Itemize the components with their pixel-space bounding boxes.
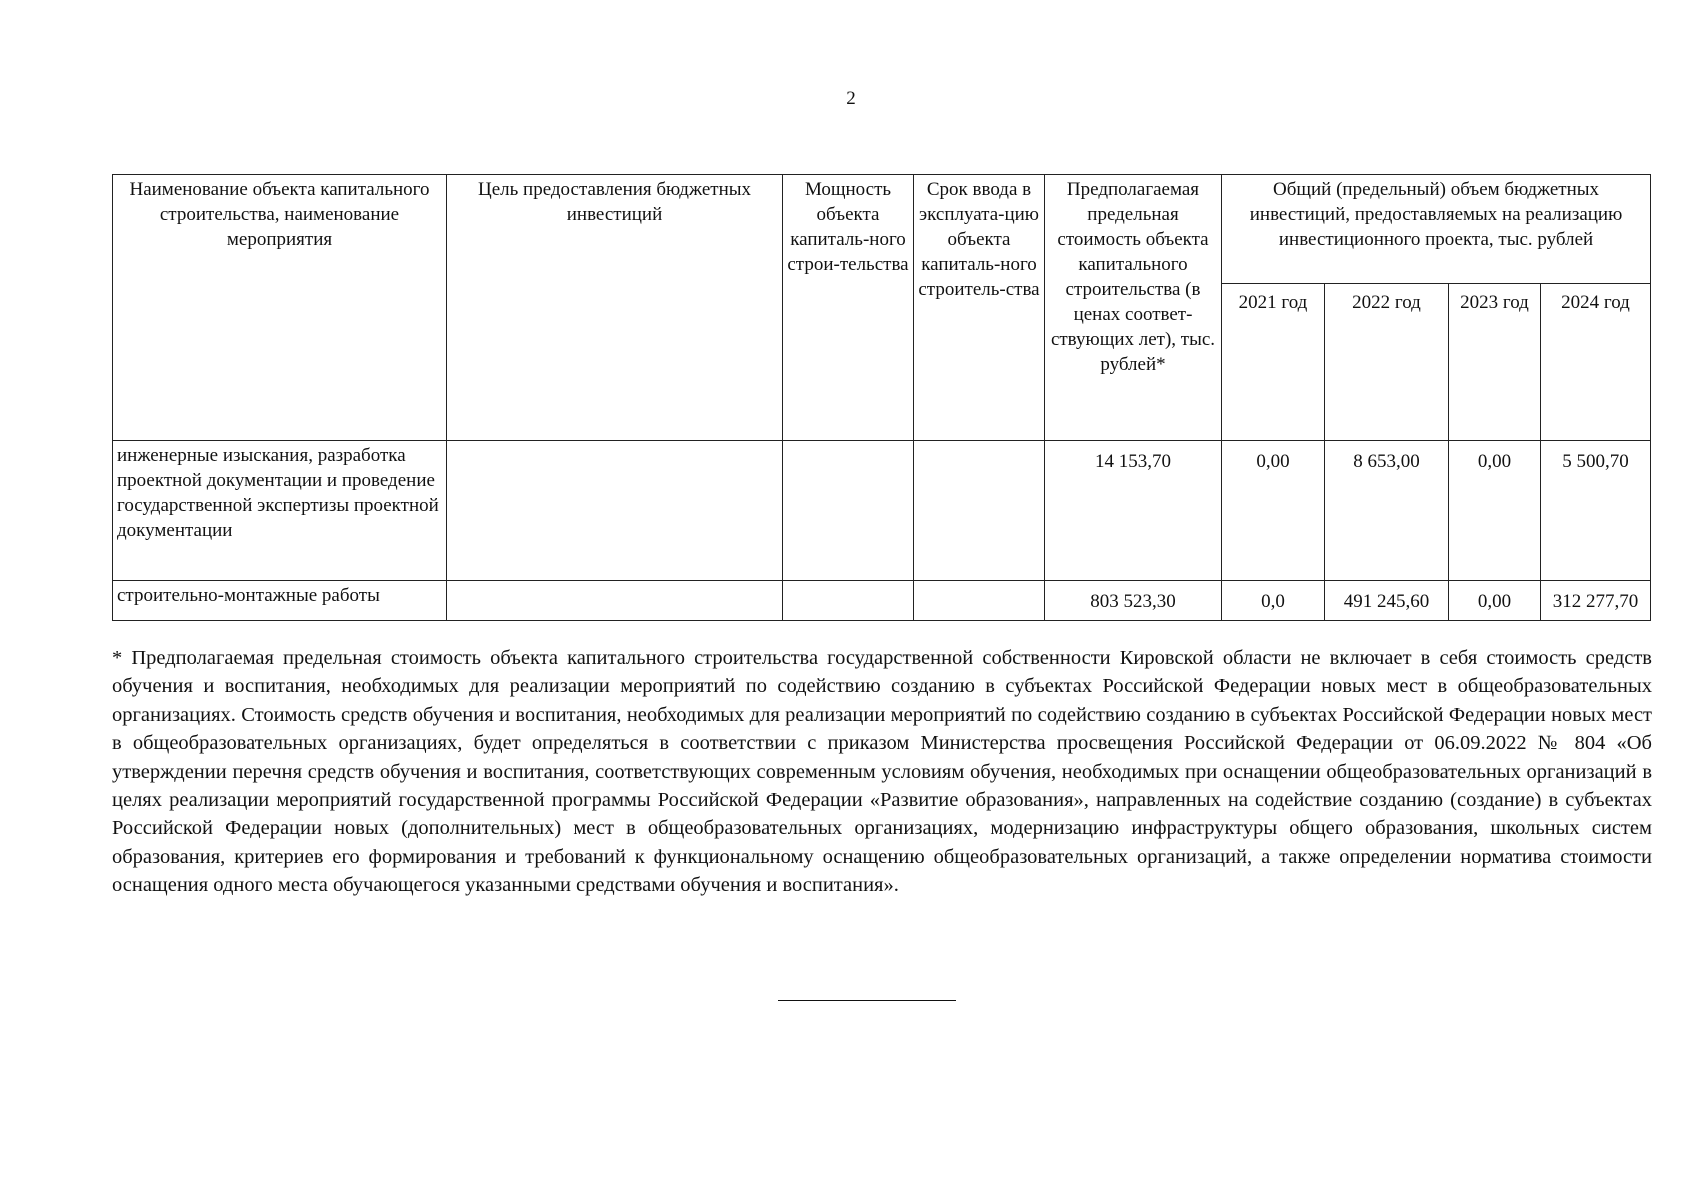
header-capacity: Мощность объекта капиталь-ного строи-тельства: [783, 175, 914, 441]
document-end-divider: [778, 1000, 956, 1001]
row-commissioning-date: [914, 581, 1045, 621]
row-value-2022: 8 653,00: [1325, 441, 1449, 581]
header-commissioning-date: Срок ввода в эксплуата-цию объекта капиталь-ного строитель-ства: [914, 175, 1045, 441]
row-value-2021: 0,0: [1222, 581, 1325, 621]
row-capacity: [783, 441, 914, 581]
row-value-2024: 5 500,70: [1541, 441, 1651, 581]
row-capacity: [783, 581, 914, 621]
page-number: 2: [846, 88, 856, 109]
header-investment-purpose: Цель предоставления бюджетных инвестиций: [447, 175, 783, 441]
row-value-2022: 491 245,60: [1325, 581, 1449, 621]
row-object-name: инженерные изыскания, разработка проектной документации и проведение государственной экспертизы проектной документации: [113, 441, 447, 581]
row-investment-purpose: [447, 441, 783, 581]
header-year-2022: 2022 год: [1325, 284, 1449, 441]
row-value-2023: 0,00: [1449, 581, 1541, 621]
row-commissioning-date: [914, 441, 1045, 581]
row-investment-purpose: [447, 581, 783, 621]
header-object-name: Наименование объекта капитального строительства, наименование мероприятия: [113, 175, 447, 441]
table-row: [113, 441, 1651, 581]
header-total-investment-volume: Общий (предельный) объем бюджетных инвестиций, предоставляемых на реализацию инвестиционного проекта, тыс. рублей: [1222, 175, 1651, 284]
budget-investment-table: [112, 174, 1651, 621]
table-row: [113, 581, 1651, 621]
row-object-name: строительно-монтажные работы: [113, 581, 447, 621]
footnote: * Предполагаемая предельная стоимость объекта капитального строительства государственной собственности Кировской области не включает в себя стоимость средств обучения и воспитания, необходимых для реализации мероприятий по содействию созданию в субъектах Российской Федерации новых мест в общеобразовательных организациях. Стоимость средств обучения и воспитания, необходимых для реализации мероприятий по содействию созданию в субъектах Российской Федерации новых мест в общеобразовательных организациях, будет определяться в соответствии с приказом Министерства просвещения Российской Федерации от 06.09.2022 № 804 «Об утверждении перечня средств обучения и воспитания, соответствующих современным условиям обучения, необходимых при оснащении общеобразовательных организаций в целях реализации мероприятий государственной программы Российской Федерации «Развитие образования», направленных на содействие созданию (создание) в субъектах Российской Федерации новых (дополнительных) мест в общеобразовательных организациях, модернизацию инфраструктуры общего образования, школьных систем образования, критериев его формирования и требований к функциональному оснащению общеобразовательных организаций, а также определении норматива стоимости оснащения одного места обучающегося указанными средствами обучения и воспитания».: [112, 647, 1652, 897]
row-estimated-cost: 803 523,30: [1045, 581, 1222, 621]
header-year-2024: 2024 год: [1541, 284, 1651, 441]
row-value-2023: 0,00: [1449, 441, 1541, 581]
row-value-2021: 0,00: [1222, 441, 1325, 581]
row-value-2024: 312 277,70: [1541, 581, 1651, 621]
header-year-2021: 2021 год: [1222, 284, 1325, 441]
row-estimated-cost: 14 153,70: [1045, 441, 1222, 581]
header-year-2023: 2023 год: [1449, 284, 1541, 441]
header-estimated-cost: Предполагаемая предельная стоимость объекта капитального строительства (в ценах соответ-ствующих лет), тыс. рублей*: [1045, 175, 1222, 441]
